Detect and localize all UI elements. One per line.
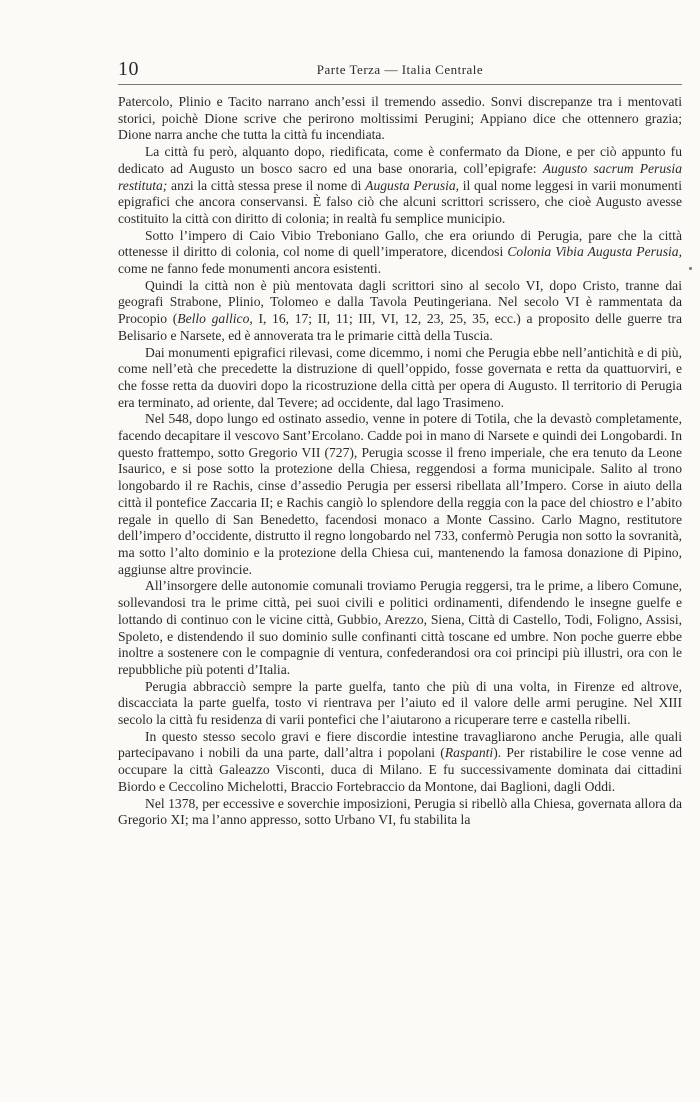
- paragraph: [118, 228, 682, 278]
- text-run: La città fu però, alquanto dopo, riedificata, come è confermato da Dione, e per ciò appunto fu dedicato ad Augusto un bosco sacro ed una base onoraria, coll’epigrafe:: [118, 144, 682, 176]
- text-run: I, 16, 17; II, 11; III, VI, 12, 23, 25, 35, ecc.) a proposito delle guerre tra Belisario e Narsete, ed è annoverata tra le primarie città della Tuscia.: [118, 311, 682, 343]
- italic-text: Bello gallico,: [177, 311, 253, 327]
- paragraph: [118, 345, 682, 412]
- text-run: Nel 548, dopo lungo ed ostinato assedio, venne in potere di Totila, che la devastò completamente, facendo decapitare il vescovo Sant’Ercolano. Cadde poi in mano di Narsete e quindi dei Longobardi. In questo frattempo, sotto Gregorio VII (727), Perugia scosse il freno imperiale, che era tenuto da Leone Isaurico, e si pose sotto la protezione della Chiesa, reggendosi a forma municipale. Salito al trono longobardo il re Rachis, cinse d’assedio Perugia per essersi ribellata all’Impero. Corse in aiuto della città il pontefice Zaccaria II; e Rachis cangiò lo splendore della reggia con la pace del chiostro e l’abito regale in quello di San Benedetto, facendosi monaco a Monte Cassino. Carlo Magno, restitutore dell’impero d’occidente, distrutto il regno longobardo nel 733, confermò Perugia non sotto la sovranità, ma sotto l’alto dominio e la protezione della Chiesa cui, mantenendo la famosa donazione di Pipino, aggiunse altre provincie.: [118, 411, 683, 577]
- text-run: In questo stesso secolo gravi e fiere discordie intestine travagliarono anche Perugia, alle quali partecipavano i nobili da una parte, dall’altra i popolani (: [118, 728, 682, 761]
- paragraph: [118, 729, 682, 796]
- paragraph: [118, 278, 682, 345]
- text-run: come ne fanno fede monumenti ancora esistenti.: [118, 261, 382, 277]
- running-head: Parte Terza — Italia Centrale: [316, 62, 484, 77]
- paragraph: [118, 94, 682, 144]
- page-number: 10: [118, 58, 139, 80]
- text-run: anzi la città stessa prese il nome di: [167, 177, 366, 193]
- italic-text: Augusta Perusia,: [365, 177, 460, 193]
- paragraph: [118, 578, 682, 678]
- paragraph: [118, 796, 682, 829]
- italic-text: Colonia Vibia Augusta Perusia,: [507, 244, 682, 260]
- text-run: ). Per ristabilire le cose venne ad occupare la città Galeazzo Visconti, duca di Milano. E fu successivamente dominata dai cittadini Biordo e Ceccolino Michelotti, Braccio Fortebraccio da Montone, dai Baglioni, dagli Oddi.: [118, 745, 683, 794]
- italic-text: Raspanti: [444, 745, 494, 761]
- margin-mark: [689, 267, 692, 270]
- text-run: Sotto l’impero di Caio Vibio Treboniano Gallo, che era oriundo di Perugia, pare che la città ottenesse il diritto di colonia, col nome di quell’imperatore, dicendosi: [118, 227, 682, 260]
- page-header: [118, 58, 682, 82]
- text-run: All’insorgere delle autonomie comunali troviamo Perugia reggersi, tra le prime, a libero Comune, sollevandosi tra le prime città, pei suoi civili e politici ordinamenti, difendendo le insegne guelfe e lottando di continuo con le vicine città, Gubbio, Arezzo, Siena, Città di Castello, Todi, Foligno, Assisi, Spoleto, e distendendo il suo dominio sulle confinanti città toscane ed umbre. Non poche guerre ebbe inoltre a sostenere con le compagnie di ventura, confederandosi ora coi principi più illustri, ora con le repubbliche più potenti d’Italia.: [118, 578, 682, 677]
- paragraph: [118, 144, 682, 228]
- text-run: Dai monumenti epigrafici rilevasi, come dicemmo, i nomi che Perugia ebbe nell’antichità e di più, come nell’età che precedette la distruzione di quell’oppido, fosse governata e retta da quattuorviri, e che fosse retta da duoviri dopo la ricostruzione della città per opera di Augusto. Il territorio di Perugia era terminato, ad oriente, dal Tevere; ad occidente, dal lago Trasimeno.: [118, 344, 682, 410]
- text-run: Patercolo, Plinio e Tacito narrano anch’essi il tremendo assedio. Sonvi discrepanze tra i mentovati storici, poichè Dione scrive che perirono moltissimi Perugini; Appiano dice che ottennero grazia; Dione narra anche che tutta la città fu incendiata.: [118, 94, 682, 143]
- text-run: Nel 1378, per eccessive e soverchie imposizioni, Perugia si ribellò alla Chiesa, governata allora da Gregorio XI; ma l’anno appresso, sotto Urbano VI, fu stabilita la: [118, 795, 682, 828]
- paragraph: [118, 411, 682, 578]
- body-text: [118, 94, 682, 829]
- text-run: il qual nome leggesi in varii monumenti epigrafici che ancora conservansi. È falso ciò che alcuni scrittori scrissero, che cioè Augusto avesse costituito la città con diritto di colonia; in realtà fu semplice municipio.: [118, 177, 682, 226]
- paragraph: [118, 679, 682, 729]
- header-rule: [118, 84, 682, 85]
- text-run: Quindi la città non è più mentovata dagli scrittori sino al secolo VI, dopo Cristo, tranne dai geografi Strabone, Plinio, Tolomeo e dalla Tavola Peutingeriana. Nel secolo VI è rammentata da Procopio (: [118, 277, 682, 327]
- text-run: Perugia abbracciò sempre la parte guelfa, tanto che più di una volta, in Firenze ed altrove, discacciata la parte guelfa, tosto vi rientrava per l’aiuto ed il valore delle armi perugine. Nel XIII secolo la città fu residenza di varii pontefici che l’aiutarono a ricuperare terre e castella ribelli.: [118, 678, 682, 728]
- italic-text: Augusto sacrum Perusia restituta;: [118, 160, 682, 193]
